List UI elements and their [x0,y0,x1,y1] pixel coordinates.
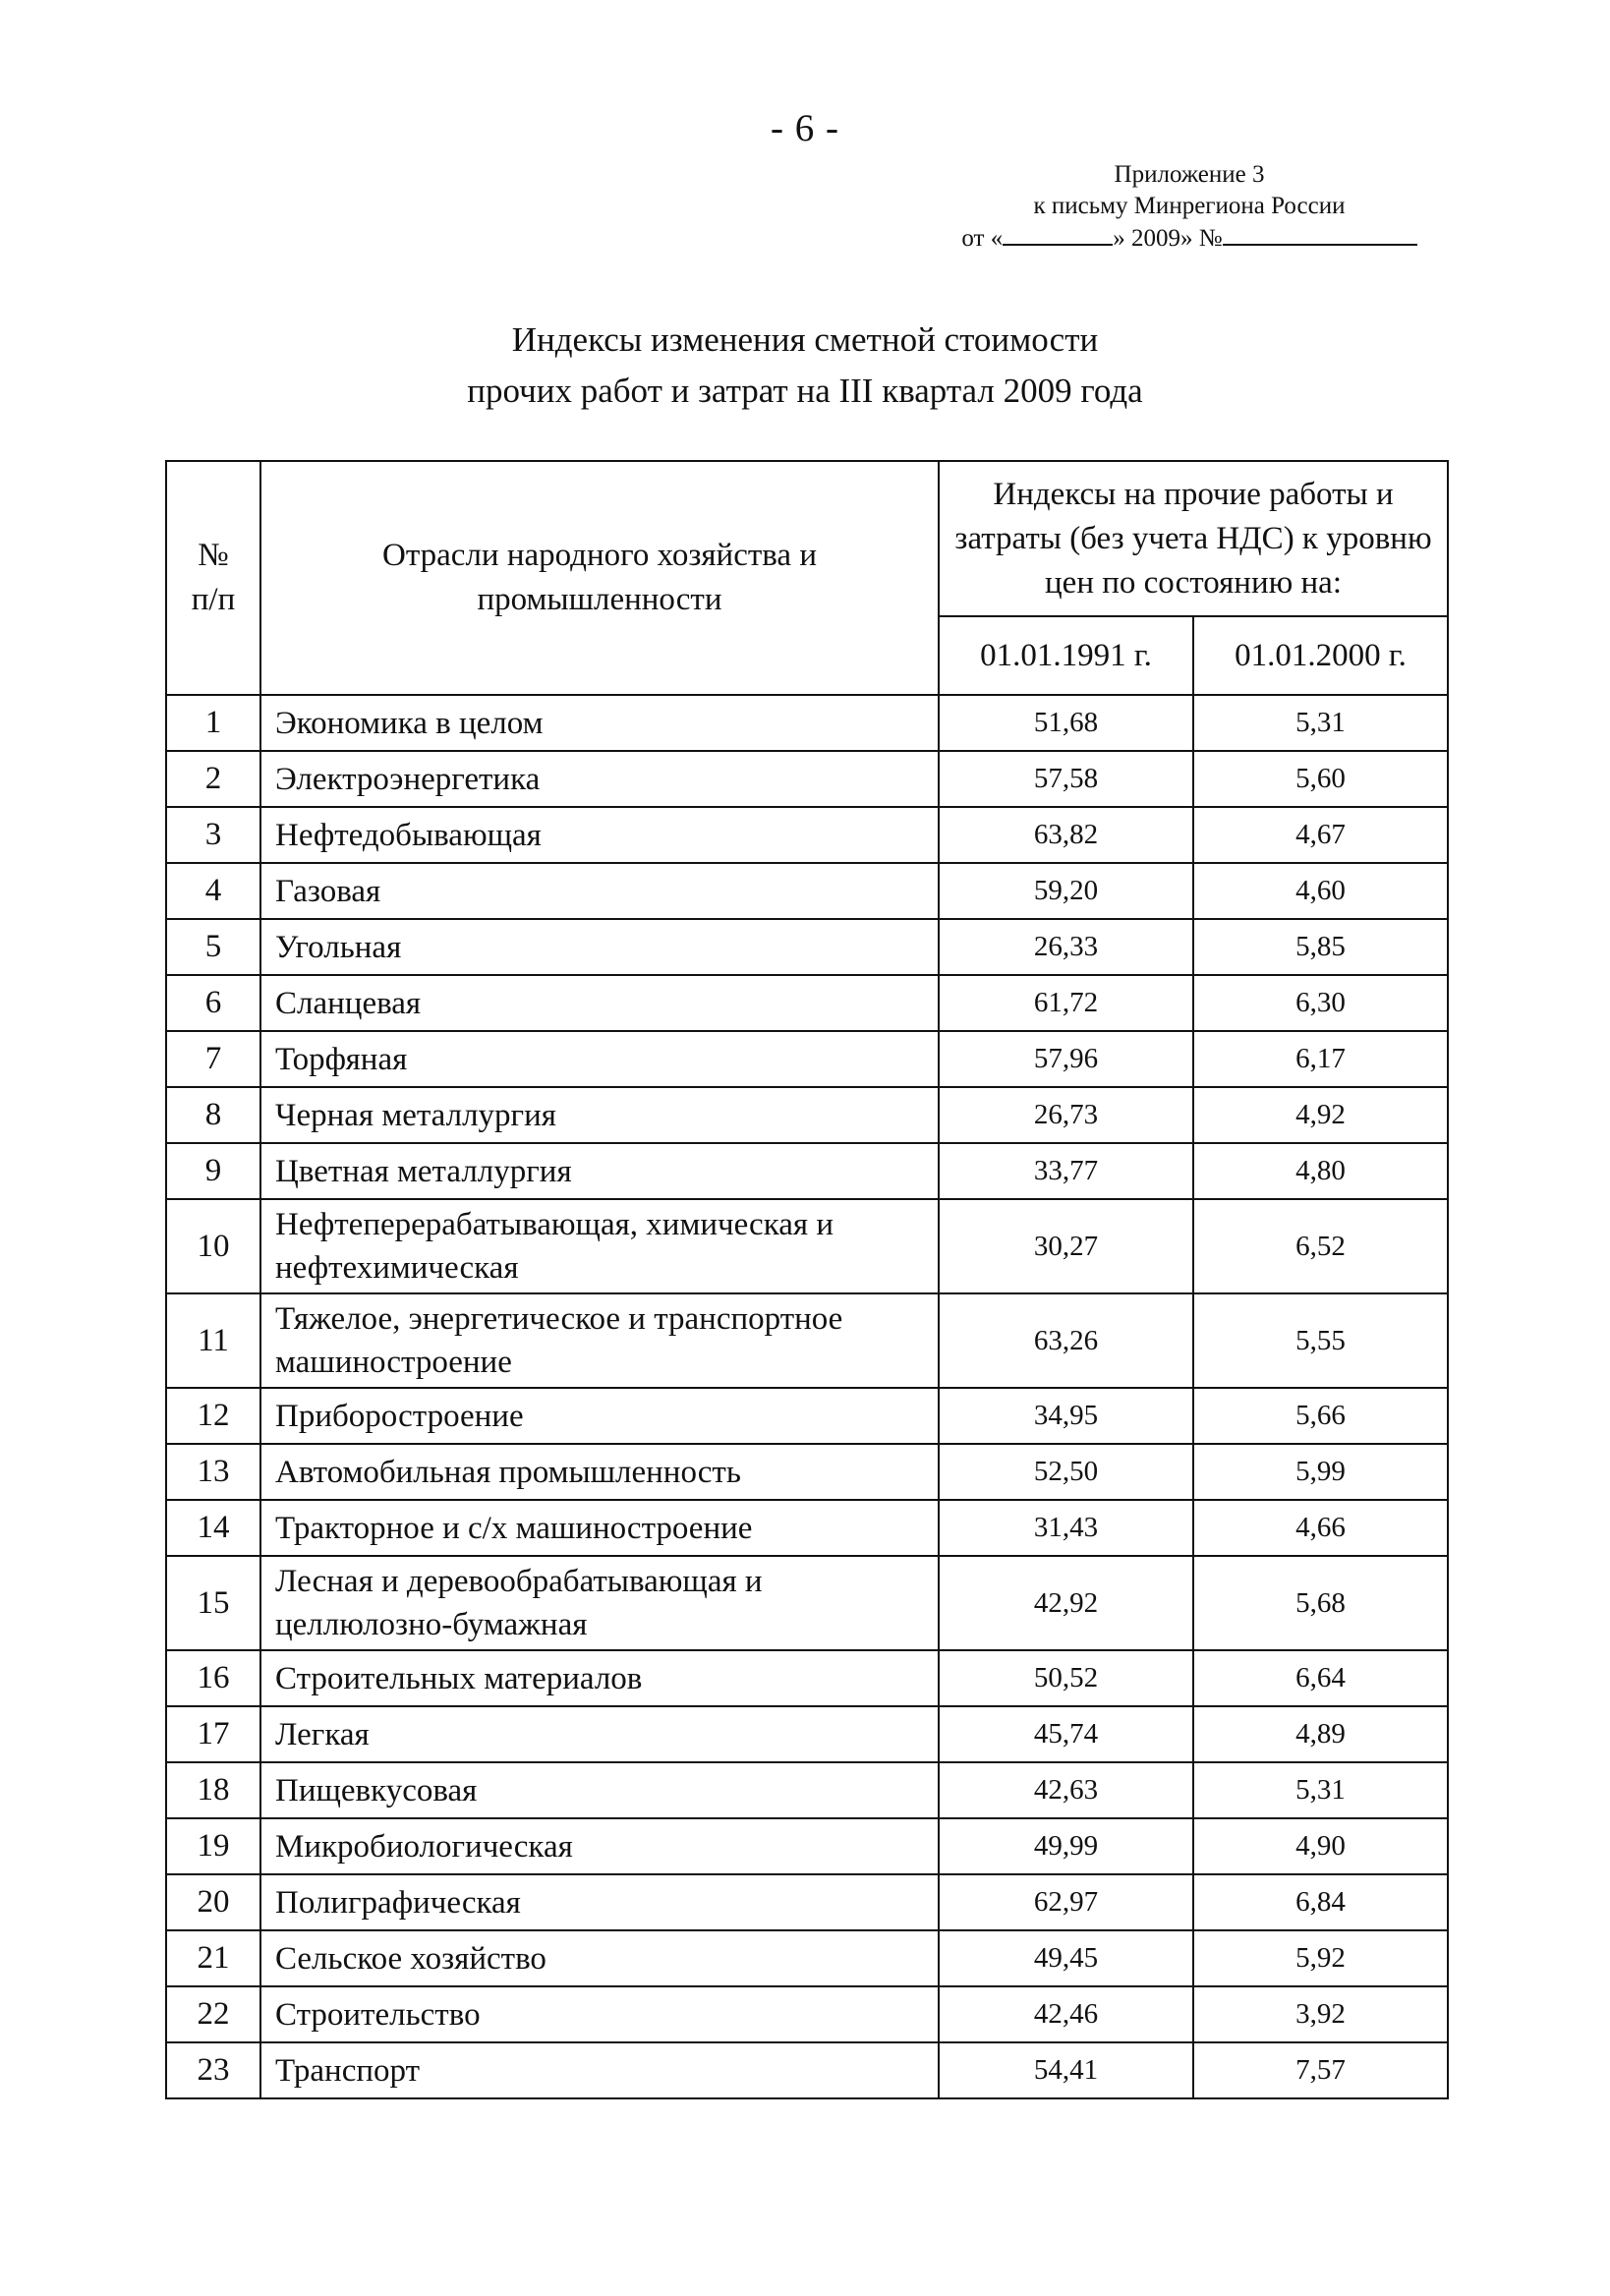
row-index-1991: 26,73 [939,1087,1193,1143]
row-index-1991: 51,68 [939,695,1193,751]
row-index-1991: 63,26 [939,1293,1193,1388]
row-sector-name: Нефтеперерабатывающая, химическая и нефтехимическая [260,1199,939,1293]
row-number: 21 [166,1930,260,1986]
header-date-1991: 01.01.1991 г. [939,616,1193,695]
row-index-2000: 6,64 [1193,1650,1448,1706]
row-number: 2 [166,751,260,807]
row-sector-name: Нефтедобывающая [260,807,939,863]
row-index-2000: 5,60 [1193,751,1448,807]
row-index-1991: 50,52 [939,1650,1193,1706]
row-number: 18 [166,1762,260,1818]
row-index-2000: 5,55 [1193,1293,1448,1388]
row-index-2000: 6,52 [1193,1199,1448,1293]
row-number: 5 [166,919,260,975]
row-index-2000: 4,90 [1193,1818,1448,1874]
row-index-2000: 6,17 [1193,1031,1448,1087]
table-row [166,1650,1448,1706]
date-prefix: от « [961,225,1004,252]
table-row [166,751,1448,807]
table-body [166,695,1448,2098]
row-number: 8 [166,1087,260,1143]
row-number: 12 [166,1388,260,1444]
row-number: 16 [166,1650,260,1706]
row-number: 3 [166,807,260,863]
table-row [166,1986,1448,2042]
table-row [166,1031,1448,1087]
row-sector-name: Лесная и деревообрабатывающая и целлюлозно-бумажная [260,1556,939,1650]
row-index-1991: 52,50 [939,1444,1193,1500]
table-row [166,1500,1448,1556]
row-number: 10 [166,1199,260,1293]
row-index-2000: 3,92 [1193,1986,1448,2042]
table-row [166,1143,1448,1199]
row-index-1991: 57,58 [939,751,1193,807]
row-number: 4 [166,863,260,919]
row-index-1991: 62,97 [939,1874,1193,1930]
row-index-1991: 26,33 [939,919,1193,975]
table-row [166,1556,1448,1650]
indices-table [165,460,1449,2099]
row-sector-name: Приборостроение [260,1388,939,1444]
row-sector-name: Торфяная [260,1031,939,1087]
row-number: 9 [166,1143,260,1199]
table-row [166,695,1448,751]
row-index-2000: 5,68 [1193,1556,1448,1650]
row-sector-name: Автомобильная промышленность [260,1444,939,1500]
row-index-2000: 4,92 [1193,1087,1448,1143]
row-index-2000: 4,67 [1193,807,1448,863]
row-index-1991: 57,96 [939,1031,1193,1087]
table-row [166,1199,1448,1293]
row-index-2000: 4,66 [1193,1500,1448,1556]
table-row [166,1930,1448,1986]
row-sector-name: Пищевкусовая [260,1762,939,1818]
row-sector-name: Электроэнергетика [260,751,939,807]
row-index-2000: 4,89 [1193,1706,1448,1762]
row-index-1991: 49,99 [939,1818,1193,1874]
row-index-1991: 59,20 [939,863,1193,919]
row-sector-name: Цветная металлургия [260,1143,939,1199]
header-date-2000: 01.01.2000 г. [1193,616,1448,695]
table-row [166,1293,1448,1388]
appendix-letter-ref: к письму Минрегиона России [1033,193,1346,219]
document-title [0,315,1610,417]
row-sector-name: Газовая [260,863,939,919]
row-index-1991: 61,72 [939,975,1193,1031]
row-sector-name: Тракторное и с/х машиностроение [260,1500,939,1556]
table-row [166,2042,1448,2098]
table-row [166,1818,1448,1874]
row-index-1991: 30,27 [939,1199,1193,1293]
title-line-2: прочих работ и затрат на III квартал 2009 года [467,372,1143,410]
row-index-2000: 4,60 [1193,863,1448,919]
table-row [166,1706,1448,1762]
row-number: 23 [166,2042,260,2098]
row-index-2000: 5,66 [1193,1388,1448,1444]
table-row [166,807,1448,863]
row-number: 6 [166,975,260,1031]
title-line-1: Индексы изменения сметной стоимости [511,320,1099,359]
row-index-1991: 49,45 [939,1930,1193,1986]
header-number-pp: п/п [191,582,236,617]
row-sector-name: Черная металлургия [260,1087,939,1143]
table-row [166,1874,1448,1930]
row-index-2000: 6,84 [1193,1874,1448,1930]
table-row [166,863,1448,919]
table-row [166,1444,1448,1500]
table-row [166,1388,1448,1444]
row-sector-name: Экономика в целом [260,695,939,751]
row-index-2000: 5,85 [1193,919,1448,975]
row-index-2000: 5,31 [1193,695,1448,751]
row-index-2000: 5,31 [1193,1762,1448,1818]
row-sector-name: Строительство [260,1986,939,2042]
page-number: - 6 - [771,107,839,149]
row-number: 14 [166,1500,260,1556]
row-number: 13 [166,1444,260,1500]
row-number: 19 [166,1818,260,1874]
row-index-2000: 5,92 [1193,1930,1448,1986]
row-sector-name: Тяжелое, энергетическое и транспортное машиностроение [260,1293,939,1388]
row-sector-name: Строительных материалов [260,1650,939,1706]
row-number: 1 [166,695,260,751]
table-row [166,975,1448,1031]
row-number: 17 [166,1706,260,1762]
row-index-1991: 33,77 [939,1143,1193,1199]
table-row [166,1762,1448,1818]
row-number: 7 [166,1031,260,1087]
row-index-1991: 42,63 [939,1762,1193,1818]
table-row [166,1087,1448,1143]
row-number: 11 [166,1293,260,1388]
row-index-2000: 7,57 [1193,2042,1448,2098]
appendix-date-line [924,222,1455,255]
row-index-1991: 34,95 [939,1388,1193,1444]
row-index-1991: 31,43 [939,1500,1193,1556]
row-sector-name: Угольная [260,919,939,975]
appendix-block [924,159,1455,255]
row-index-1991: 54,41 [939,2042,1193,2098]
header-sector: Отрасли народного хозяйства и промышленности [260,461,939,695]
header-number-sign: № [198,538,229,573]
row-number: 20 [166,1874,260,1930]
row-index-2000: 5,99 [1193,1444,1448,1500]
row-index-2000: 4,80 [1193,1143,1448,1199]
row-number: 22 [166,1986,260,2042]
row-number: 15 [166,1556,260,1650]
row-sector-name: Полиграфическая [260,1874,939,1930]
row-sector-name: Транспорт [260,2042,939,2098]
row-index-1991: 42,46 [939,1986,1193,2042]
row-index-1991: 42,92 [939,1556,1193,1650]
appendix-title: Приложение 3 [1114,161,1265,188]
date-suffix: » 2009» № [1113,225,1223,252]
row-index-2000: 6,30 [1193,975,1448,1031]
header-number [166,461,260,695]
number-blank [1223,222,1417,246]
header-indices: Индексы на прочие работы и затраты (без учета НДС) к уровню цен по состоянию на: [939,461,1448,616]
row-index-1991: 63,82 [939,807,1193,863]
date-blank [1003,222,1113,246]
row-sector-name: Сельское хозяйство [260,1930,939,1986]
table-row [166,919,1448,975]
row-sector-name: Легкая [260,1706,939,1762]
row-sector-name: Микробиологическая [260,1818,939,1874]
row-index-1991: 45,74 [939,1706,1193,1762]
row-sector-name: Сланцевая [260,975,939,1031]
